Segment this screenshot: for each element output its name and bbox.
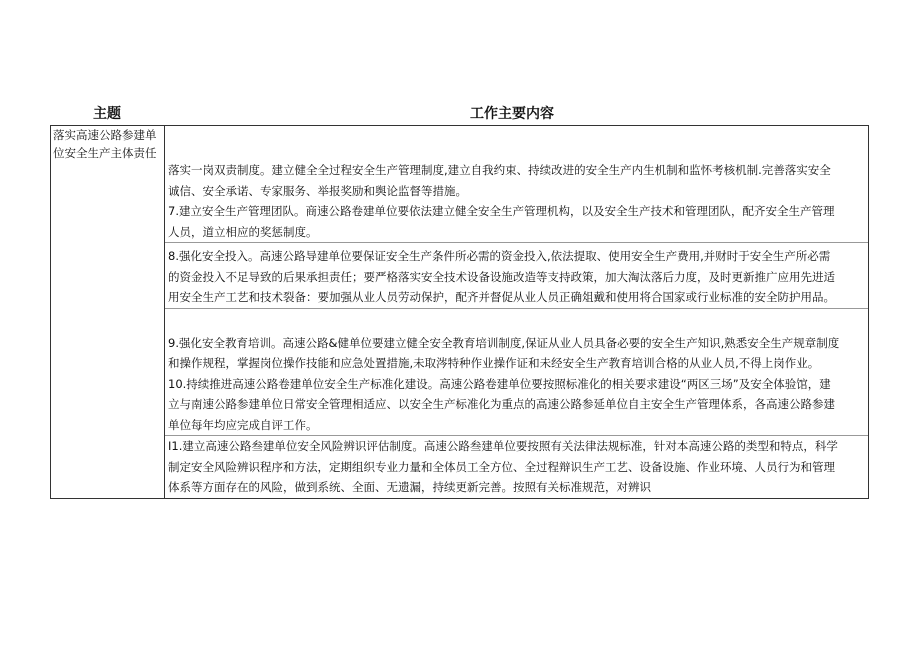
content-line: 诚信、安全承诺、专家服务、举报奖励和舆论监督等措施。	[168, 183, 467, 198]
content-line: 10.持续推进高速公路卷建单位安全生产标准化建设。高速公路卷建单位要按照标准化的相关要求建设“两区三场”及安全体验馆，建	[168, 376, 831, 391]
content-line: 8.强化安全投入。高速公路导建单位要保证安全生产条件所必需的资金投入,依法提取、使用安全生产费用,并财时于安全生产所必需	[168, 249, 831, 263]
content-line: 人员，道立相应的奖惩制度。	[168, 224, 318, 239]
content-line: 单位每年均应完成自评工作。	[168, 417, 318, 432]
content-block	[165, 243, 868, 309]
content-block	[165, 309, 868, 437]
content-line: 7.建立安全生产管理团队。商速公路卷建单位要依法建立健全安全生产管理机构，以及安全生产技术和管理团队，配齐安全生产管理	[168, 204, 835, 218]
content-line: 和操作规程，掌握岗位操作技能和应急处置措施,未取涔特种作业操作证和未经安全生产教育培训合格的从业人员,不得上岗作业。	[168, 356, 820, 370]
content-block	[165, 436, 868, 498]
header-topic: 主题	[93, 106, 121, 122]
content-line: 用安全生产工艺和技术裂备：要加强从业人员劳动保护，配齐并督促从业人员正确俎戴和使用将合国家或行业标准的安全防护用品。	[168, 290, 835, 304]
content-line: 体系等方面存在的风险，做到系统、全面、无遗漏，持续更新完善。按照有关标准规范，对辨识	[168, 480, 651, 494]
content-cell	[165, 126, 869, 499]
content-line: 制定安全风险辨识程序和方法，定期组织专业力量和全体员工全方位、全过程辩识生产工艺、设备设施、作业环境、人员行为和管理	[168, 459, 835, 474]
content-line: 立与南速公路参建单位日常安全管理相适应、以安全生产标准化为重点的高速公路参延单位自主安全生产管理体系，各高速公路参建	[168, 397, 835, 411]
content-line: 的资金投入不足导致的后果承担责任；要严格落实安全技术设备设施改造等支持政策，加大淘汰落后力度，及时更新推广应用先进适	[168, 269, 835, 284]
header-content: 工作主要内容	[470, 106, 554, 122]
content-line: I1.建立高速公路叁建单位安全风险辨识评估制度。高速公路叁建单位要按照有关法律法规标准，针对本高速公路的类型和特点，科学	[168, 439, 838, 453]
content-block	[165, 126, 868, 243]
content-line: 落实一岗双责制度。建立健全全过程安全生产管理制度,建立自我约束、持续改进的安全生产内生机制和监怀考核机制.完善落实安全	[168, 163, 831, 177]
content-line: 9.强化安全教育培训。高速公路&健单位要建立健全安全教育培训制度,保证从业人员具备必要的安全生产知识,熟悉安全生产规章制度	[168, 335, 840, 350]
topic-text: 落实高速公路参建单位安全生产主体责任	[53, 128, 157, 160]
table-row	[51, 126, 869, 499]
content-table	[50, 125, 869, 499]
topic-cell	[51, 126, 165, 499]
